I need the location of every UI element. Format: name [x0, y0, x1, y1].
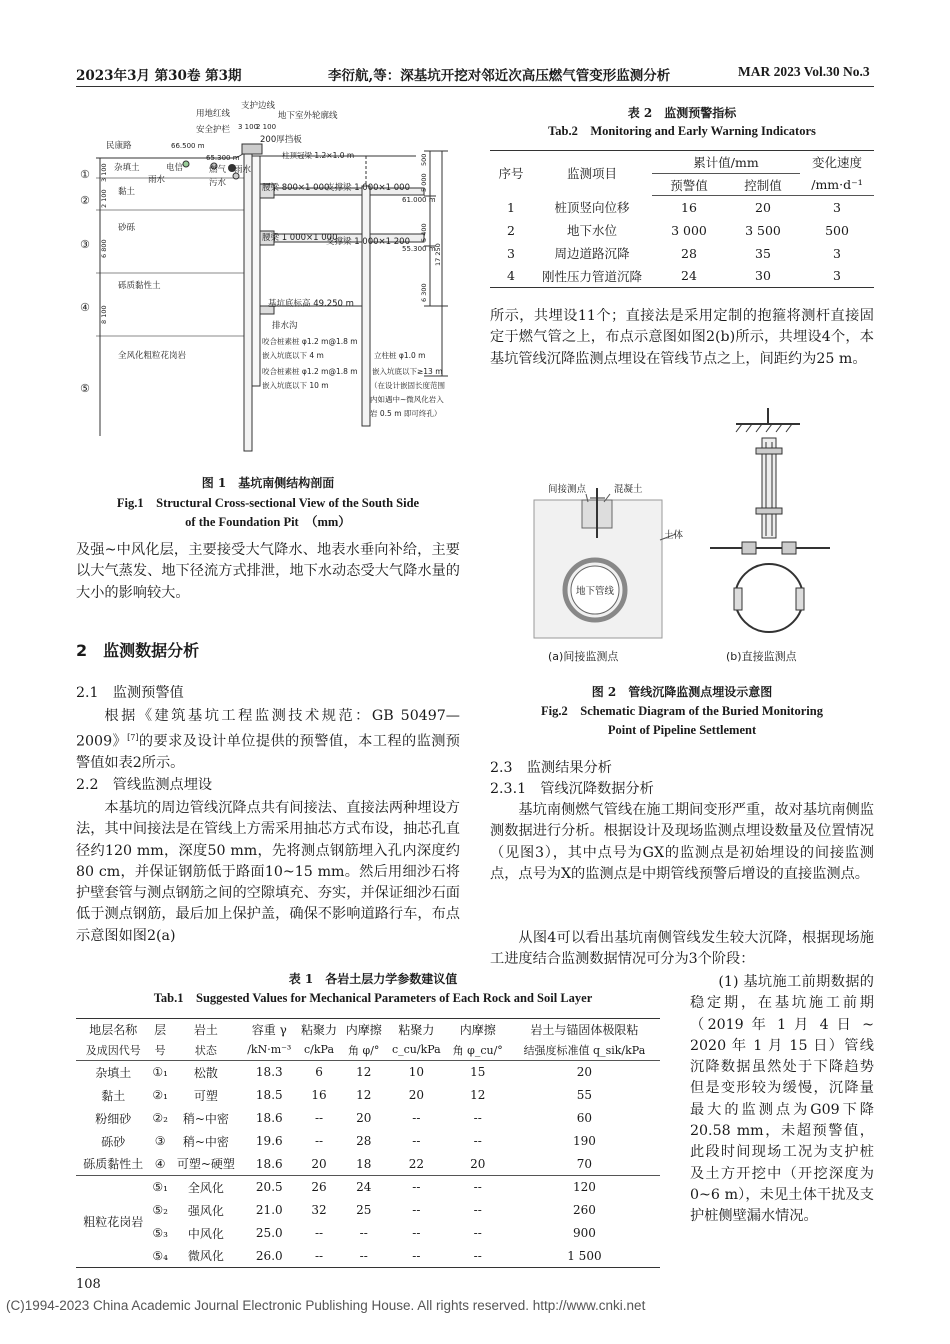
table1-h: c/kPa	[297, 1040, 342, 1061]
table2-h-no: 序号	[498, 166, 524, 182]
subsection-2-2: 2.2 管线监测点埋设	[76, 777, 213, 793]
fig1-dim-5400: 5 400	[420, 223, 428, 242]
table1-caption-cn: 表 1 各岩土层力学参数建议值	[288, 972, 458, 986]
t1-cell: 32	[311, 1203, 327, 1217]
fig1-crown-beam: 柱顶冠梁 1.2×1.0 m	[282, 151, 355, 160]
t1-cell: 20	[297, 1153, 342, 1176]
table-row	[76, 1222, 660, 1245]
fig1-dim-3100: 3 100	[238, 123, 259, 131]
fig1-note1: （在设计嵌固长度范围	[370, 381, 445, 390]
table-row	[76, 1199, 660, 1222]
fig1-rain: 雨水	[148, 175, 166, 185]
table-row	[76, 1061, 660, 1084]
t1-cell: ⑤₁	[152, 1180, 168, 1195]
table2-cell: 刚性压力管道沉降	[541, 268, 642, 284]
fig1-note3: 岩 0.5 m 即可终孔）	[370, 409, 442, 418]
table2-caption-cn: 表 2 监测预警指标	[627, 106, 737, 120]
table-row	[76, 1130, 660, 1153]
t1-cell: 稍~中密	[182, 1111, 229, 1126]
t1-cell: ②₂	[152, 1111, 168, 1125]
t1-cell: 粉细砂	[95, 1111, 132, 1126]
fig1-drain: 排水沟	[272, 321, 298, 331]
header-title: 李衍航,等：深基坑开挖对邻近次高压燃气管变形监测分析	[328, 68, 671, 84]
table2-h-item: 监测项目	[566, 166, 617, 182]
table2-cell: 周边道路沉降	[554, 246, 630, 261]
t1-cell: 12	[356, 1065, 372, 1080]
t1-cell: --	[473, 1248, 482, 1263]
table2-cell: 3 500	[745, 222, 781, 238]
table-row	[76, 1153, 660, 1176]
fig1-pile1: 咬合桩素桩 φ1.2 m@1.8 m	[262, 337, 358, 346]
paragraph-2-2: 本基坑的周边管线沉降点共有间接法、直接法两种埋设方法，其中间接法是在管线上方需采用抽芯方式布设，抽芯孔直径约120 mm，深度50 mm，先将测点钢筋埋入孔内深度约80 cm，并保证钢筋低于路面10~15 mm。然后用细沙石将护壁套管与测点钢筋之间的空隙填充、夯实，并保证细沙石面低于测点钢筋，最后加上保护盖，确保不影响道路行车，布点示意图如图2(a)	[76, 800, 460, 944]
table2-cell: 30	[755, 268, 771, 284]
table-row	[490, 219, 874, 242]
fig2-label-concrete: 混凝土	[614, 484, 643, 495]
t1-cell: 26	[311, 1180, 327, 1195]
table2-cell: 3	[833, 268, 841, 284]
t1-cell: 190	[572, 1134, 596, 1148]
table2-h-rate1: 变化速度	[811, 155, 862, 171]
table1-h: 角 φ_cu/°	[447, 1040, 509, 1061]
table1-h: 号	[151, 1040, 170, 1061]
t1-cell: 20	[408, 1088, 424, 1102]
paragraph-2-3-1-a: 基坑南侧燃气管线在施工期间变形严重，故对基坑南侧监测数据进行分析。根据设计及现场监测点埋设数量及位置情况（见图3），其中点号为GX的监测点是初始埋设的间接监测点，点号为X的监测点是中期管线预警后增设的直接监测点。	[490, 802, 874, 882]
paragraph-2-1-b: 的要求及设计单位提供的预警值，本工程的监测预警值如表2所示。	[76, 734, 460, 772]
fig1-elev-55: 55.300 m	[402, 245, 436, 253]
section-2-heading: 2 监测数据分析	[76, 641, 200, 660]
t1-cell: 22	[386, 1153, 447, 1176]
t1-cell: --	[359, 1248, 368, 1263]
subsection-2-1: 2.1 监测预警值	[76, 685, 184, 701]
fig1-dim-2100: 2 100	[256, 123, 277, 131]
table2-cell: 35	[755, 245, 771, 261]
table2-h-warn: 预警值	[652, 174, 726, 196]
table1-h: 岩土	[193, 1022, 218, 1037]
fig1-retain-plate: 200厚挡板	[260, 135, 302, 145]
fig1-support-line: 支护边线	[241, 101, 276, 111]
t1-cell: --	[412, 1226, 421, 1240]
fig1-road: 民康路	[106, 141, 132, 151]
table2-cell: 20	[755, 199, 771, 215]
header-rule	[76, 86, 874, 87]
fig2-label-pipe: 地下管线	[576, 586, 615, 597]
t1-cell: --	[473, 1203, 482, 1217]
t1-cell: 19.6	[255, 1134, 283, 1148]
fig1-strut2: 支撑梁 1 000×1 200	[326, 237, 410, 247]
t1-cell: --	[412, 1248, 421, 1263]
table-row	[76, 1107, 660, 1130]
t1-cell: 砾质黏性土	[76, 1153, 151, 1176]
t1-cell: 6	[315, 1065, 323, 1080]
t1-cell: --	[412, 1134, 421, 1148]
copyright-footer: (C)1994-2023 China Academic Journal Electronic Publishing House. All rights reserved. http://www.cnki.net	[6, 1298, 646, 1313]
t1-cell: --	[412, 1111, 421, 1125]
fig1-strut1: 支撑梁 1 000×1 000	[326, 183, 410, 193]
fig1-dim-5000: 5 000	[420, 173, 428, 192]
fig1-waist-beam2: 腰梁 1 000×1 000	[262, 233, 338, 243]
table1-h: 结强度标准值 q_sik/kPa	[509, 1040, 660, 1061]
fig1-basement-line: 地下室外轮廓线	[278, 111, 338, 121]
t1-cell: 可塑	[193, 1088, 218, 1103]
table-row	[76, 1176, 660, 1199]
fig1-caption-cn: 图 1 基坑南侧结构剖面	[201, 476, 335, 490]
table2-h-ctrl: 控制值	[726, 174, 800, 196]
t1-cell: --	[412, 1203, 421, 1217]
t1-cell: ③	[154, 1134, 166, 1148]
table2-cell: 地下水位	[566, 223, 617, 238]
table2-cell: 3	[833, 245, 841, 261]
table-row	[490, 196, 874, 219]
t1-cell: 强风化	[187, 1203, 224, 1218]
fig2-caption-en-1: Fig.2 Schematic Diagram of the Buried Monitoring	[541, 704, 823, 718]
t1-cell: --	[473, 1111, 482, 1125]
t1-cell: 中风化	[187, 1226, 224, 1241]
fig1-clay: 黏土	[118, 187, 136, 197]
paragraph-2-3-1-c: (1) 基坑施工前期数据的稳定期，在基坑施工前期（2019 年 1 月 4 日 ~ 2020 年 1 月 15 日）管线沉降数据虽然处于下降趋势但是变形较为缓慢，沉降量最大的监测点为G09下降20.58 mm，未超预警值，此段时间现场工况为支护桩及土方开挖中（开挖深度为0~6 m），未见土体干扰及支护桩侧壁漏水情况。	[690, 974, 874, 1225]
table1-h: 状态	[170, 1040, 242, 1061]
t1-cell-granite: 粗粒花岗岩	[83, 1215, 144, 1229]
t1-cell: --	[473, 1226, 482, 1240]
table2	[490, 150, 874, 288]
table2-cell: 3	[507, 245, 515, 261]
fig1-note2: 内如遇中~微风化岩入	[370, 395, 444, 404]
t1-cell: 18.6	[255, 1111, 283, 1125]
t1-cell: 25	[356, 1203, 372, 1217]
t1-cell: 18.3	[255, 1065, 283, 1080]
t1-cell: 全风化	[187, 1180, 224, 1195]
t1-cell: 18.5	[255, 1088, 283, 1102]
header-issue: 2023年3月 第30卷 第3期	[76, 68, 242, 84]
fig1-fill: 杂填土	[114, 163, 140, 173]
fig1-redline: 用地红线	[196, 109, 231, 119]
t1-cell: 28	[356, 1134, 372, 1148]
fig1-layer5: ⑤	[80, 382, 90, 395]
fig1-telecom: 电信	[166, 163, 184, 173]
fig1-pit-bottom: 基坑底标高 49.250 m	[268, 299, 354, 309]
table-row	[76, 1245, 660, 1268]
table1-h: 及成因代号	[76, 1040, 151, 1061]
t1-cell: 900	[572, 1226, 596, 1240]
table2-cell: 桩顶竖向位移	[554, 200, 630, 215]
fig1-embed4: 嵌入坑底以下 4 m	[262, 351, 324, 360]
t1-cell: 20	[356, 1111, 372, 1125]
fig1-sewage: 污水	[209, 178, 227, 188]
fig1-col-pile: 立柱桩 φ1.0 m	[374, 351, 426, 360]
paragraph-2-3-1-b: 从图4可以看出基坑南侧管线发生较大沉降，根据现场施工进度结合监测数据情况可分为3个阶段：	[490, 930, 874, 968]
left-paragraph-0: 及强~中风化层，主要接受大气降水、地表水垂向补给，主要以大气蒸发、地下径流方式排泄，地下水动态受大气降水量的大小的影响较大。	[76, 542, 460, 601]
t1-cell: ⑤₃	[152, 1226, 168, 1240]
fig1-caption-en-2: of the Foundation Pit （mm）	[185, 515, 351, 529]
t1-cell: 10	[408, 1065, 424, 1080]
header-volume: MAR 2023 Vol.30 No.3	[738, 64, 870, 79]
fig1-dim-6300: 6 300	[420, 283, 428, 302]
fig1-elev-61: 61.000 m	[402, 196, 436, 204]
subsection-2-3-1: 2.3.1 管线沉降数据分析	[490, 781, 654, 797]
t1-cell: 1 500	[567, 1248, 602, 1263]
fig1-dim-500: 500	[420, 153, 428, 166]
right-paragraph-continuation: 所示，共埋设11个；直接法是采用定制的抱箍将测杆直接固定于燃气管之上，布点示意图如图2(b)所示，共埋设4个，本基坑管线沉降监测点埋设在管线节点之上，间距约为25 m。	[490, 308, 874, 367]
fig1-elev-2: 65.300 m	[206, 154, 240, 162]
table2-cell: 500	[825, 222, 849, 238]
table-row	[490, 265, 874, 288]
t1-cell: 25.0	[255, 1226, 283, 1240]
fig2-sub-a: (a)间接监测点	[548, 650, 619, 663]
fig1-elev-top: 66.500 m	[171, 142, 205, 150]
fig1-guardrail: 安全护栏	[196, 125, 231, 135]
t1-cell: 黏土	[101, 1088, 126, 1103]
table2-caption-en: Tab.2 Monitoring and Early Warning Indicators	[548, 124, 816, 138]
t1-cell: --	[412, 1180, 421, 1195]
t1-cell: --	[314, 1226, 324, 1240]
table1-h: 容重 γ	[251, 1022, 287, 1037]
t1-cell: 稍~中密	[182, 1134, 229, 1149]
t1-cell: --	[314, 1111, 324, 1125]
table2-h-cum: 累计值/mm	[652, 151, 800, 174]
fig1-lay-3100: 3 100	[100, 163, 108, 182]
t1-cell: 18.6	[242, 1153, 297, 1176]
subsection-2-3: 2.3 监测结果分析	[490, 760, 612, 776]
fig2-caption-en-2: Point of Pipeline Settlement	[607, 723, 757, 737]
table1-h: 内摩擦	[345, 1022, 382, 1037]
t1-cell: 21.0	[255, 1203, 283, 1217]
t1-cell: ②₁	[152, 1088, 168, 1102]
table1-h: 地层名称	[89, 1022, 138, 1037]
fig1-embed10: 嵌入坑底以下 10 m	[262, 381, 329, 390]
fig1-layer1: ①	[80, 168, 90, 181]
t1-cell: ⑤₂	[152, 1203, 168, 1217]
t1-cell: 20	[576, 1065, 593, 1080]
t1-cell: --	[473, 1180, 482, 1195]
t1-cell: 26.0	[255, 1248, 283, 1263]
table1-h: /kN·m⁻³	[242, 1040, 297, 1061]
fig1-lay-6800: 6 800	[100, 239, 108, 258]
table1-h: 层	[154, 1022, 167, 1037]
t1-cell: --	[314, 1248, 324, 1263]
t1-cell: ④	[151, 1153, 170, 1176]
t1-cell: 12	[356, 1088, 372, 1102]
reference-7[interactable]: [7]	[127, 733, 139, 743]
table1-h: 粘聚力	[398, 1022, 435, 1037]
fig1-embed13: 嵌入坑底以下≥13 m	[372, 367, 443, 376]
fig2-label-soil: 土体	[664, 530, 684, 541]
t1-cell: 120	[572, 1180, 596, 1195]
fig1-sand: 砂砾	[118, 223, 136, 233]
fig2-label-point: 间接测点	[548, 484, 587, 495]
table1-h: 粘聚力	[301, 1022, 338, 1037]
t1-cell: 12	[470, 1088, 486, 1102]
fig1-gravel-clay: 砾质黏性土	[118, 281, 161, 291]
fig1-gas: 燃气	[209, 165, 227, 175]
table1-h: 岩土与锚固体极限粘	[530, 1022, 639, 1037]
t1-cell: --	[314, 1134, 324, 1148]
t1-cell: 60	[576, 1111, 593, 1125]
t1-cell: 16	[311, 1088, 327, 1102]
t1-cell: --	[359, 1226, 368, 1240]
figure-1-cross-section	[76, 96, 460, 468]
fig1-lay-8100: 8 100	[100, 305, 108, 324]
t1-cell: 20	[447, 1153, 509, 1176]
paragraph-2-1	[76, 706, 460, 775]
t1-cell: ⑤₄	[152, 1248, 168, 1263]
t1-cell: 杂填土	[95, 1065, 132, 1080]
t1-cell: 砾砂	[101, 1134, 126, 1149]
t1-cell: 微风化	[187, 1249, 224, 1264]
table2-cell: 3 000	[671, 222, 707, 238]
fig1-caption-en-1: Fig.1 Structural Cross-sectional View of the South Side	[116, 496, 420, 510]
table2-cell: 24	[681, 268, 697, 284]
table1-caption-en: Tab.1 Suggested Values for Mechanical Parameters of Each Rock and Soil Layer	[153, 991, 593, 1005]
table2-cell: 1	[507, 199, 515, 215]
fig2-caption-cn: 图 2 管线沉降监测点埋设示意图	[591, 685, 773, 699]
fig1-waist-beam1: 腰梁 800×1 000	[262, 183, 330, 193]
t1-cell: ①₁	[152, 1065, 168, 1080]
t1-cell: 松散	[193, 1065, 218, 1080]
table-row	[490, 242, 874, 265]
fig1-pile2: 咬合桩素桩 φ1.2 m@1.8 m	[262, 367, 358, 376]
paragraph-2-1-a: 根据《建筑基坑工程监测技术规范：GB 50497—2009》	[76, 708, 460, 751]
t1-cell: 260	[572, 1203, 596, 1217]
fig1-layer4: ④	[80, 301, 90, 314]
fig1-lay-2100: 2 100	[100, 189, 108, 208]
table1	[76, 1018, 660, 1268]
table1-h: c_cu/kPa	[386, 1040, 447, 1061]
table2-cell: 3	[833, 199, 841, 215]
t1-cell: 24	[356, 1180, 372, 1195]
table2-cell: 28	[681, 245, 697, 261]
table2-cell: 2	[507, 222, 515, 238]
figure-2-monitoring-points	[530, 408, 850, 670]
table1-h: 角 φ/°	[341, 1040, 386, 1061]
table1-h: 内摩擦	[459, 1022, 496, 1037]
fig1-layer2: ②	[80, 194, 90, 207]
t1-cell: --	[473, 1134, 482, 1148]
fig2-sub-b: (b)直接监测点	[726, 650, 797, 663]
fig1-dim-17250: 17 250	[434, 243, 442, 266]
t1-cell: 15	[470, 1065, 486, 1080]
table-row	[76, 1084, 660, 1107]
table2-cell: 16	[681, 199, 697, 215]
table2-cell: 4	[507, 268, 515, 284]
table2-h-rate2: /mm·d⁻¹	[800, 174, 874, 196]
fig1-rain2: 雨水	[234, 165, 252, 175]
t1-cell: 70	[509, 1153, 660, 1176]
fig1-granite: 全风化粗粒花岗岩	[118, 351, 187, 361]
t1-cell: 20.5	[255, 1180, 283, 1195]
t1-cell: 可塑~硬塑	[170, 1153, 242, 1176]
t1-cell: 55	[576, 1088, 593, 1102]
fig1-layer3: ③	[80, 238, 90, 251]
page-number: 108	[76, 1277, 101, 1292]
t1-cell: 18	[341, 1153, 386, 1176]
